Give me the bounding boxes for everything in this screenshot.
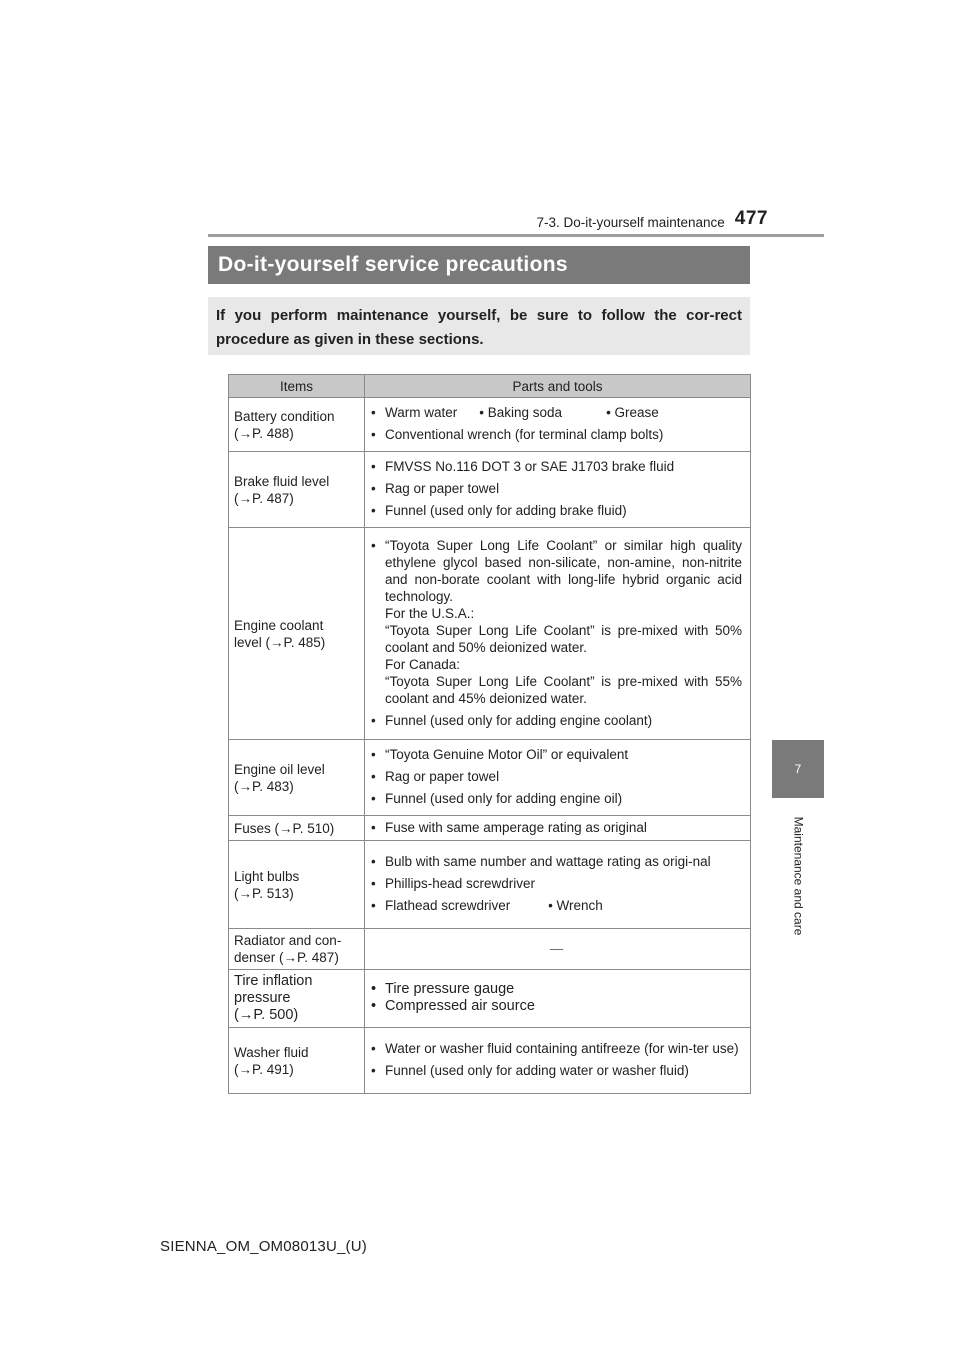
list-item: • “Toyota Super Long Life Coolant” or similar high quality ethylene glycol based non-silicate, non-amine, non-nitrite and non-borate coolant with long-life hybrid organic acid technology. For the U.S.A.: “Toyota Super Long Life Coolant” is pre-mixed with 50% coolant and 50% deionized water. For Canada: “Toyota Super Long Life Coolant” is pre-mixed with 55% coolant and 45% deionized water. [371,537,742,706]
list-item: • Conventional wrench (for terminal clamp bolts) [371,427,664,442]
parts-cell [365,841,751,929]
table-header-row [229,375,751,398]
column-header-parts: Parts and tools [365,375,751,398]
list-item: • Rag or paper towel [371,481,500,496]
item-cell: Fuses (→P. 510) [229,816,365,841]
item-cell: Light bulbs (→P. 513) [229,841,365,929]
item-cell: Radiator and con- denser (→P. 487) [229,929,365,970]
table-row [229,398,751,452]
item-cell: Engine oil level (→P. 483) [229,740,365,816]
table-row [229,816,751,841]
table-row [229,740,751,816]
parts-cell [365,398,751,452]
parts-cell [365,816,751,841]
table-row [229,452,751,528]
list-item: • Tire pressure gauge [371,981,515,997]
intro-box: If you perform maintenance yourself, be sure to follow the cor-rect procedure as given in these sections. [208,297,750,355]
document-footer: SIENNA_OM_OM08013U_(U) [160,1238,367,1255]
list-item: • “Toyota Genuine Motor Oil” or equivalent [371,747,629,762]
list-item: • Funnel (used only for adding engine coolant) [371,712,653,728]
table-row [229,1028,751,1094]
column-header-items: Items [229,375,365,398]
page-header [208,204,768,230]
parts-cell [365,1028,751,1094]
list-item: • Funnel (used only for adding water or washer fluid) [371,1063,689,1078]
list-item: • Compressed air source [371,998,535,1014]
page-title: Do-it-yourself service precautions [208,246,750,284]
parts-cell [365,970,751,1028]
page-number: 477 [734,208,768,229]
table-row [229,970,751,1028]
list-item: • Funnel (used only for adding engine oil) [371,791,623,806]
item-cell: Battery condition (→P. 488) [229,398,365,452]
list-item: • Flathead screwdriver • Wrench [371,898,603,913]
header-divider [208,234,824,237]
chapter-label [772,800,824,952]
item-cell: Washer fluid (→P. 491) [229,1028,365,1094]
parts-cell [365,528,751,740]
list-item: • Bulb with same number and wattage rating as origi-nal [371,854,711,869]
table-row [229,929,751,970]
list-item: • Fuse with same amperage rating as original [371,820,647,835]
table-row [229,528,751,740]
parts-tools-table [228,374,751,1094]
chapter-number: 7 [794,762,802,776]
item-cell: Brake fluid level (→P. 487) [229,452,365,528]
list-item: • Funnel (used only for adding brake fluid) [371,503,627,518]
parts-cell [365,929,751,970]
item-cell: Tire inflation pressure (→P. 500) [229,970,365,1028]
list-item: • FMVSS No.116 DOT 3 or SAE J1703 brake fluid [371,459,675,474]
list-item: • Phillips-head screwdriver [371,876,536,891]
section-title: 7-3. Do-it-yourself maintenance [536,215,725,230]
parts-cell [365,452,751,528]
list-item: • Water or washer fluid containing antifreeze (for win-ter use) [371,1041,739,1056]
list-item: • Rag or paper towel [371,769,500,784]
chapter-label-text: Maintenance and care [791,816,805,936]
table-row [229,841,751,929]
parts-cell [365,740,751,816]
list-item: • Warm water • Baking soda • Grease [371,405,659,420]
empty-dash: — [549,941,564,956]
item-cell: Engine coolant level (→P. 485) [229,528,365,740]
chapter-tab [772,740,824,798]
